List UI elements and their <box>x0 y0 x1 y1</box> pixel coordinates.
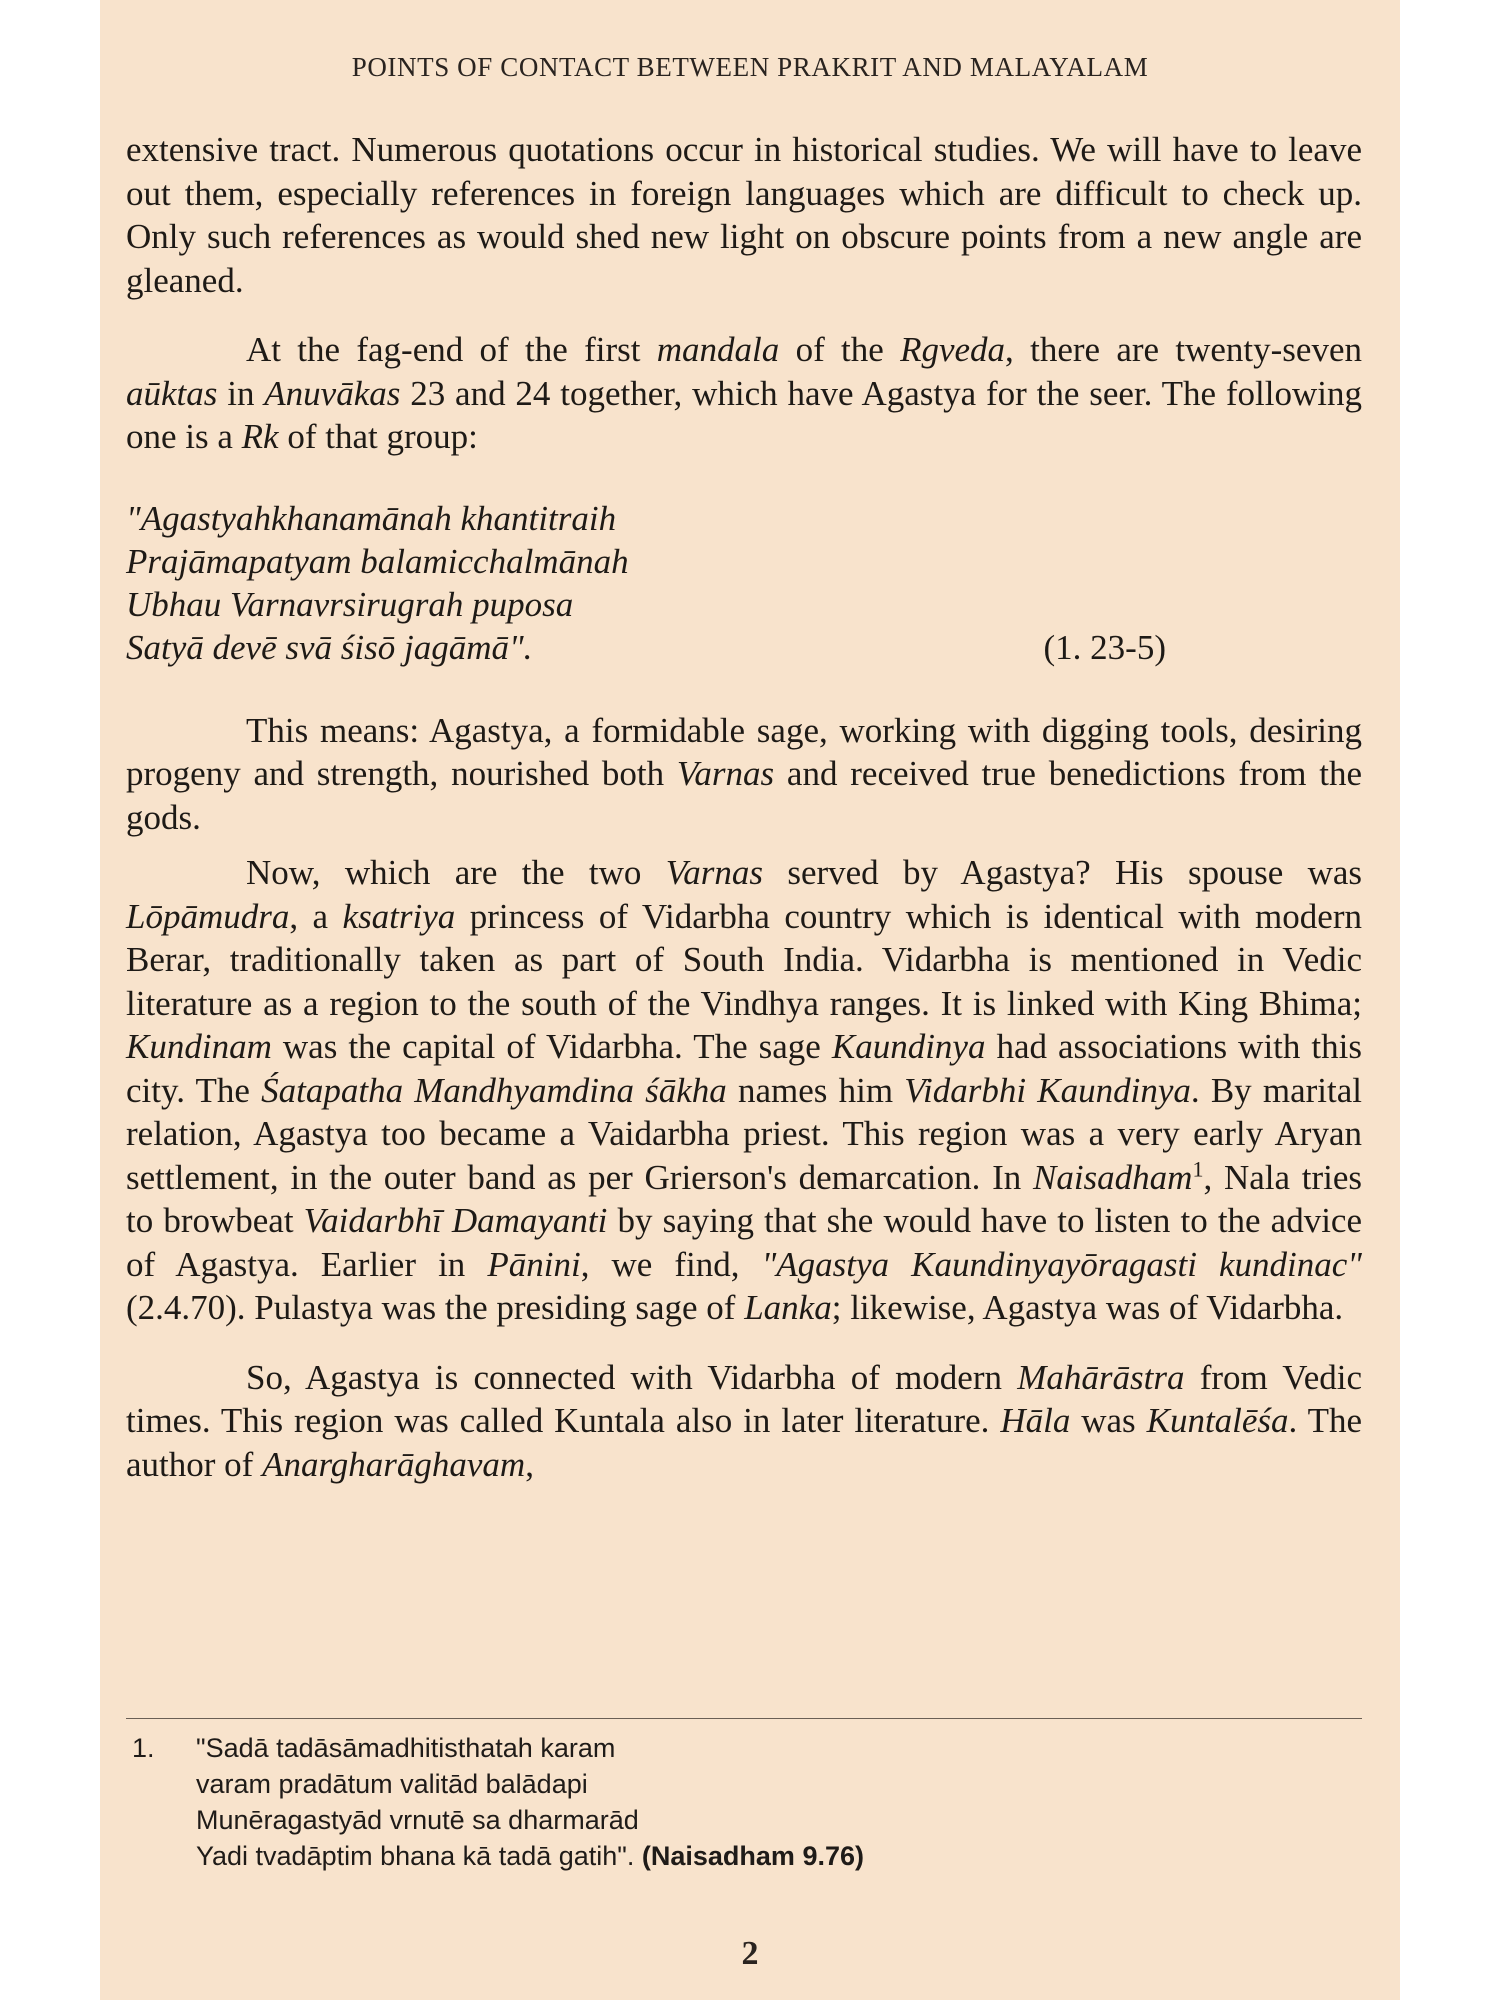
p4-term-damayanti: Vaidarbhī Damayanti <box>303 1201 608 1240</box>
p4-text-6: had associations with this city. The <box>126 1027 1362 1110</box>
p4-text-2: served by Agastya? His spouse was <box>763 853 1363 892</box>
p2-text-4: in <box>217 373 265 413</box>
p5-text-3: was <box>1070 1401 1147 1440</box>
p2-text-1: At the fag-end of the first <box>246 330 657 369</box>
paragraph-5 <box>126 1356 1362 1487</box>
p3-text-2: and received true benedictions from the gods. <box>126 754 1362 837</box>
verse-line-2: Prajāmapatyam balamicchalmānah <box>126 541 629 581</box>
p2-term-auktas: aūktas <box>126 373 218 413</box>
p4-text-10: by saying that she would have to listen to the advice of Agastya. Earlier in <box>126 1201 1363 1284</box>
p4-text-13: ; likewise, Agastya was of Vidarbha. <box>831 1288 1344 1327</box>
footnote-number: 1. <box>132 1733 155 1763</box>
p5-text-4: . The author of <box>126 1401 1362 1484</box>
p5-term-hala: Hāla <box>1000 1401 1071 1440</box>
p4-term-varnas: Varnas <box>665 853 763 892</box>
p5-text-1: So, Agastya is connected with Vidarbha of modern <box>246 1357 1018 1397</box>
p5-text-2: from Vedic times. This region was called Kuntala also in later literature. <box>126 1357 1362 1440</box>
p4-term-kaundinya: Kaundinya <box>831 1027 986 1066</box>
p2-term-mandala: mandala <box>656 330 780 369</box>
p4-term-satapatha: Śatapatha Mandhyamdina śākha <box>261 1070 727 1110</box>
footnote <box>132 1730 1352 1874</box>
p4-quote-agastya: "Agastya Kaundinyayōragasti kundinac" <box>761 1244 1362 1284</box>
p4-text-4: princess of Vidarbha country which is identical with modern Berar, traditionally taken as part of South India. Vidarbha is mentioned in Vedic literature as a region to the south of the Vindhya ranges. It is linked with King Bhima; <box>126 896 1362 1023</box>
verse-line-1: "Agastyahkhanamānah khantitraih <box>126 498 617 538</box>
p4-term-lanka: Lanka <box>744 1288 832 1327</box>
footnote-marker: 1 <box>1192 1155 1204 1181</box>
p4-term-ksatriya: ksatriya <box>342 896 456 936</box>
footnote-line-2: varam pradātum valitād balādapi <box>196 1769 588 1799</box>
p2-term-rk: Rk <box>241 417 279 456</box>
verse-reference: (1. 23-5) <box>1043 627 1166 667</box>
p4-term-kundinam: Kundinam <box>126 1027 272 1066</box>
p2-text-3: , there are twenty-seven <box>1005 330 1362 369</box>
footnote-citation: (Naisadham 9.76) <box>641 1841 864 1871</box>
p4-term-panini: Pānini <box>487 1244 581 1284</box>
footnote-line-4 <box>196 1838 1352 1874</box>
p4-text-9: , Nala tries to browbeat <box>126 1157 1362 1240</box>
p4-text-12: (2.4.70). Pulastya was the presiding sage of <box>126 1288 745 1327</box>
p4-text-7: names him <box>726 1070 905 1110</box>
footnote-divider <box>126 1718 1362 1719</box>
p2-text-2: of the <box>779 330 901 369</box>
footnote-line-1: "Sadā tadāsāmadhitisthatah karam <box>196 1733 616 1763</box>
p4-text-3: , a <box>289 896 343 936</box>
p4-text-5: was the capital of Vidarbha. The sage <box>271 1027 832 1066</box>
p4-text-11: , we find, <box>580 1244 762 1284</box>
page-body <box>126 128 1362 1486</box>
running-header: POINTS OF CONTACT BETWEEN PRAKRIT AND MALAYALAM <box>351 52 1149 82</box>
p2-term-anuvakas: Anuvākas <box>264 373 401 413</box>
p2-term-rgveda: Rgveda <box>900 330 1006 369</box>
verse-line-3: Ubhau Varnavrsirugrah puposa <box>126 584 574 624</box>
p3-term-varnas: Varnas <box>676 754 775 793</box>
book-page <box>100 0 1400 2000</box>
p5-text-5: , <box>525 1444 534 1484</box>
verse-line-4: Satyā devē svā śisō jagāmā". <box>126 627 533 667</box>
sanskrit-verse <box>126 497 1362 669</box>
p5-term-maharastra: Mahārāstra <box>1017 1357 1185 1397</box>
paragraph-2 <box>126 328 1362 459</box>
p4-term-lopamudra: Lōpāmudra <box>126 896 290 936</box>
p2-text-6: of that group: <box>278 417 478 456</box>
paragraph-4 <box>126 851 1362 1330</box>
footnote-verse <box>196 1730 1352 1874</box>
p4-term-naisadham: Naisadham <box>1032 1157 1193 1197</box>
p4-term-vidarbhi-kaundinya: Vidarbhi Kaundinya <box>904 1070 1191 1110</box>
footnote-line-4-text: Yadi tvadāptim bhana kā tadā gatih". <box>196 1841 642 1871</box>
p3-text-1: This means: Agastya, a formidable sage, working with digging tools, desiring progeny and strength, nourished both <box>126 710 1362 793</box>
page-number: 2 <box>741 1935 759 1972</box>
p4-text-1: Now, which are the two <box>246 853 666 892</box>
footnote-line-3: Munēragastyād vrnutē sa dharmarād <box>196 1805 639 1835</box>
p2-text-5: 23 and 24 together, which have Agastya for the seer. The following one is a <box>126 373 1362 456</box>
p5-term-anargharaghavam: Anargharāghavam <box>262 1444 526 1484</box>
p4-text-8: . By marital relation, Agastya too became a Vaidarbha priest. This region was a very early Aryan settlement, in the outer band as per Grierson's demarcation. In <box>126 1070 1362 1197</box>
paragraph-3 <box>126 709 1362 840</box>
paragraph-1: extensive tract. Numerous quotations occur in historical studies. We will have to leave out them, especially references in foreign languages which are difficult to check up. Only such references as would shed new light on obscure points from a new angle are gleaned. <box>126 130 1362 300</box>
p5-term-kuntalesa: Kuntalēśa <box>1146 1401 1289 1440</box>
